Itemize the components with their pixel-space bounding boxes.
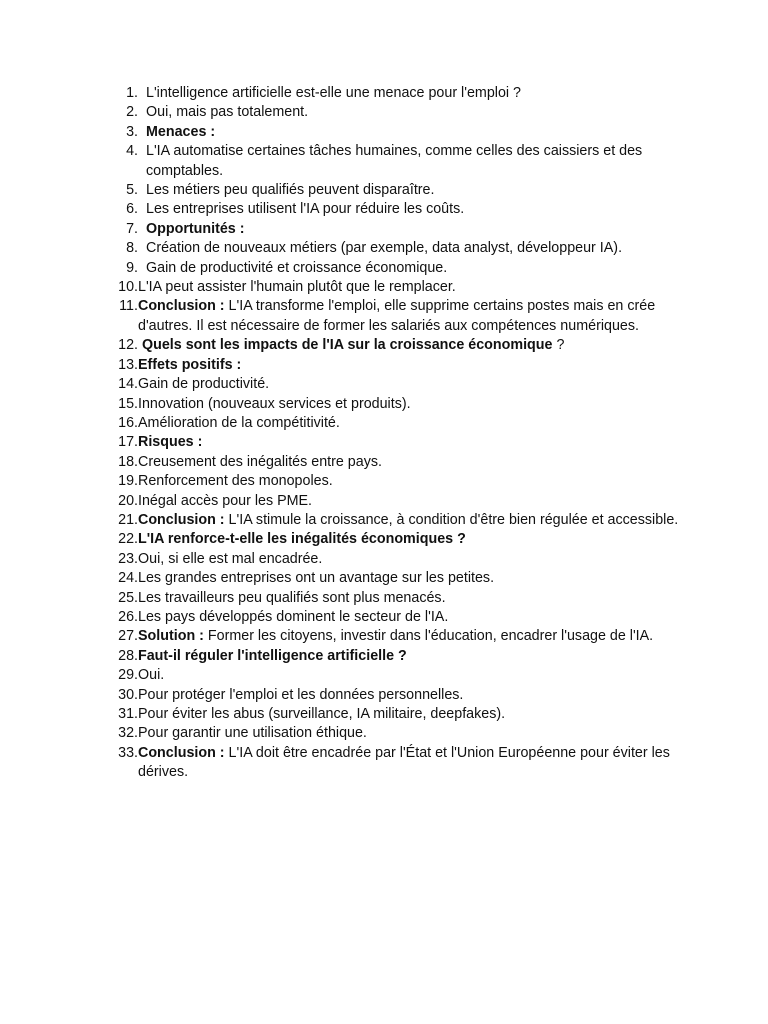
list-item-content [146, 181, 698, 200]
list-item [108, 627, 698, 646]
list-item [108, 356, 698, 375]
list-item-content [138, 550, 698, 569]
list-item-content [138, 627, 698, 646]
list-item-text: Pour éviter les abus (surveillance, IA militaire, deepfakes). [138, 706, 506, 722]
list-item-number: 20. [118, 492, 138, 509]
list-item-number: 3. [126, 123, 138, 140]
list-item-number: 6. [126, 201, 138, 218]
list-item-content [146, 239, 698, 258]
list-item-content [138, 724, 698, 743]
list-item-number: 19. [118, 473, 138, 490]
list-item-text: Innovation (nouveaux services et produits). [138, 395, 411, 412]
list-item-content [138, 686, 698, 705]
list-item-text: Pour protéger l'emploi et les données personnelles. [138, 686, 464, 703]
list-item-content [138, 472, 698, 491]
list-item [108, 433, 698, 452]
list-item-content [138, 336, 698, 355]
list-item [108, 666, 698, 685]
list-item-content [138, 608, 698, 627]
list-item [108, 375, 698, 394]
list-item [108, 220, 698, 239]
list-item-text: Les pays développés dominent le secteur de l'IA. [138, 608, 449, 625]
list-item [108, 530, 698, 549]
list-item-content [138, 647, 698, 666]
list-item-text: Les grandes entreprises ont un avantage sur les petites. [138, 570, 495, 587]
list-item [108, 686, 698, 705]
list-item [108, 278, 698, 297]
list-item-content [138, 705, 698, 724]
list-item [108, 453, 698, 472]
list-item [108, 414, 698, 433]
list-item-content [138, 356, 698, 375]
list-item-content [146, 142, 698, 181]
list-item-number: 22. [118, 531, 138, 548]
list-item-heading: Solution : [138, 628, 204, 645]
list-item [108, 589, 698, 608]
list-item [108, 472, 698, 491]
list-item-content [146, 200, 698, 219]
list-item-content [138, 666, 698, 685]
list-item-text: Gain de productivité et croissance économique. [146, 259, 448, 276]
list-item-number: 23. [118, 550, 138, 567]
list-item-number: 8. [126, 240, 138, 257]
list-item [108, 511, 698, 530]
list-item-text: Les métiers peu qualifiés peuvent disparaître. [146, 182, 435, 199]
list-item-number: 10. [118, 279, 138, 296]
list-item-content [138, 492, 698, 511]
list-item [108, 123, 698, 142]
list-item-heading: Conclusion : [138, 744, 225, 761]
list-item-content [138, 297, 698, 336]
list-item-content [146, 123, 698, 142]
list-item-number: 4. [126, 143, 138, 160]
list-item-heading: Effets positifs : [138, 356, 242, 373]
list-item-number: 17. [118, 434, 138, 451]
list-item-text: Oui. [138, 667, 165, 684]
list-item [108, 239, 698, 258]
list-item-number: 28. [118, 647, 138, 664]
list-item-text: Création de nouveaux métiers (par exemple, data analyst, développeur IA). [146, 240, 623, 257]
list-item [108, 569, 698, 588]
list-item-content [138, 453, 698, 472]
list-item [108, 608, 698, 627]
list-item-number: 27. [118, 628, 138, 645]
list-item-text: Inégal accès pour les PME. [138, 492, 313, 509]
list-item [108, 181, 698, 200]
list-item [108, 142, 698, 181]
list-item-number: 13. [118, 356, 138, 373]
list-item [108, 744, 698, 783]
list-item [108, 550, 698, 569]
list-item-text: Les entreprises utilisent l'IA pour réduire les coûts. [146, 201, 465, 218]
list-item-content [138, 414, 698, 433]
list-item-content [138, 569, 698, 588]
list-item-number: 5. [126, 182, 138, 199]
list-item-text: Oui, si elle est mal encadrée. [138, 550, 323, 567]
list-item-heading: Risques : [138, 434, 203, 451]
list-item-number: 15. [118, 395, 138, 412]
list-item-content [138, 744, 698, 783]
list-item-text: Creusement des inégalités entre pays. [138, 453, 382, 470]
list-item-heading: Faut-il réguler l'intelligence artificielle ? [138, 647, 407, 664]
list-item-text: Oui, mais pas totalement. [146, 104, 309, 121]
list-item-content [138, 530, 698, 549]
list-item-content [146, 220, 698, 239]
list-item-text: Amélioration de la compétitivité. [138, 414, 340, 431]
list-item-text: Former les citoyens, investir dans l'éducation, encadrer l'usage de l'IA. [203, 628, 654, 645]
list-item-number: 9. [126, 259, 138, 276]
list-item-content [146, 259, 698, 278]
numbered-list [108, 84, 698, 783]
list-item [108, 647, 698, 666]
list-item-text: Renforcement des monopoles. [138, 473, 333, 490]
list-item-number: 7. [126, 220, 138, 237]
list-item-heading: Conclusion : [138, 511, 225, 528]
list-item-number: 26. [118, 608, 138, 625]
list-item-number: 1. [126, 85, 138, 101]
list-item-content [138, 395, 698, 414]
list-item-heading: L'IA renforce-t-elle les inégalités économiques ? [138, 531, 466, 548]
list-item-content [146, 103, 698, 122]
list-item-number: 31. [118, 706, 138, 722]
list-item-content [146, 84, 698, 103]
list-item [108, 84, 698, 103]
list-item [108, 200, 698, 219]
list-item-number: 11. [119, 298, 138, 315]
list-item-text: L'IA peut assister l'humain plutôt que le remplacer. [138, 279, 456, 296]
list-item-number: 21. [118, 511, 138, 528]
list-item [108, 103, 698, 122]
list-item-number: 18. [118, 453, 138, 470]
list-item [108, 297, 698, 336]
list-item-content [138, 278, 698, 297]
list-item-heading: Quels sont les impacts de l'IA sur la croissance économique [142, 337, 553, 354]
list-item-number: 25. [118, 589, 138, 606]
list-item-text: L'intelligence artificielle est-elle une menace pour l'emploi ? [146, 85, 522, 101]
list-item-heading: Conclusion : [138, 298, 225, 315]
list-item-number: 16. [118, 414, 138, 431]
list-item-text: L'IA transforme l'emploi, elle supprime certains postes mais en crée d'autres. Il est nécessaire de former les salariés aux compétences numériques. [138, 298, 656, 334]
list-item-text: L'IA doit être encadrée par l'État et l'Union Européenne pour éviter les dérives. [138, 744, 670, 781]
list-item-heading: Opportunités : [146, 220, 245, 237]
list-item-text: Pour garantir une utilisation éthique. [138, 725, 367, 742]
list-item-number: 14. [118, 376, 138, 393]
list-item-text: ? [552, 337, 565, 354]
list-item-text: Gain de productivité. [138, 376, 270, 393]
list-item [108, 336, 698, 355]
list-item-content [138, 375, 698, 394]
list-item-content [138, 589, 698, 608]
list-item-content [138, 511, 698, 530]
list-item-content [138, 433, 698, 452]
list-item [108, 395, 698, 414]
list-item [108, 492, 698, 511]
list-item [108, 724, 698, 743]
list-item-text: L'IA stimule la croissance, à condition d'être bien régulée et accessible. [224, 511, 679, 528]
list-item [108, 259, 698, 278]
list-item-number: 2. [126, 104, 138, 121]
list-item-number: 33. [118, 744, 138, 761]
list-item-heading: Menaces : [146, 123, 216, 140]
list-item-text: Les travailleurs peu qualifiés sont plus menacés. [138, 589, 446, 606]
list-item-number: 29. [118, 667, 138, 684]
list-item [108, 705, 698, 724]
list-item-number: 24. [118, 570, 138, 587]
list-item-text: L'IA automatise certaines tâches humaines, comme celles des caissiers et des comptables. [146, 143, 643, 179]
list-item-number: 32. [118, 725, 138, 742]
list-item-number: 12. [118, 337, 138, 354]
list-item-number: 30. [118, 686, 138, 703]
